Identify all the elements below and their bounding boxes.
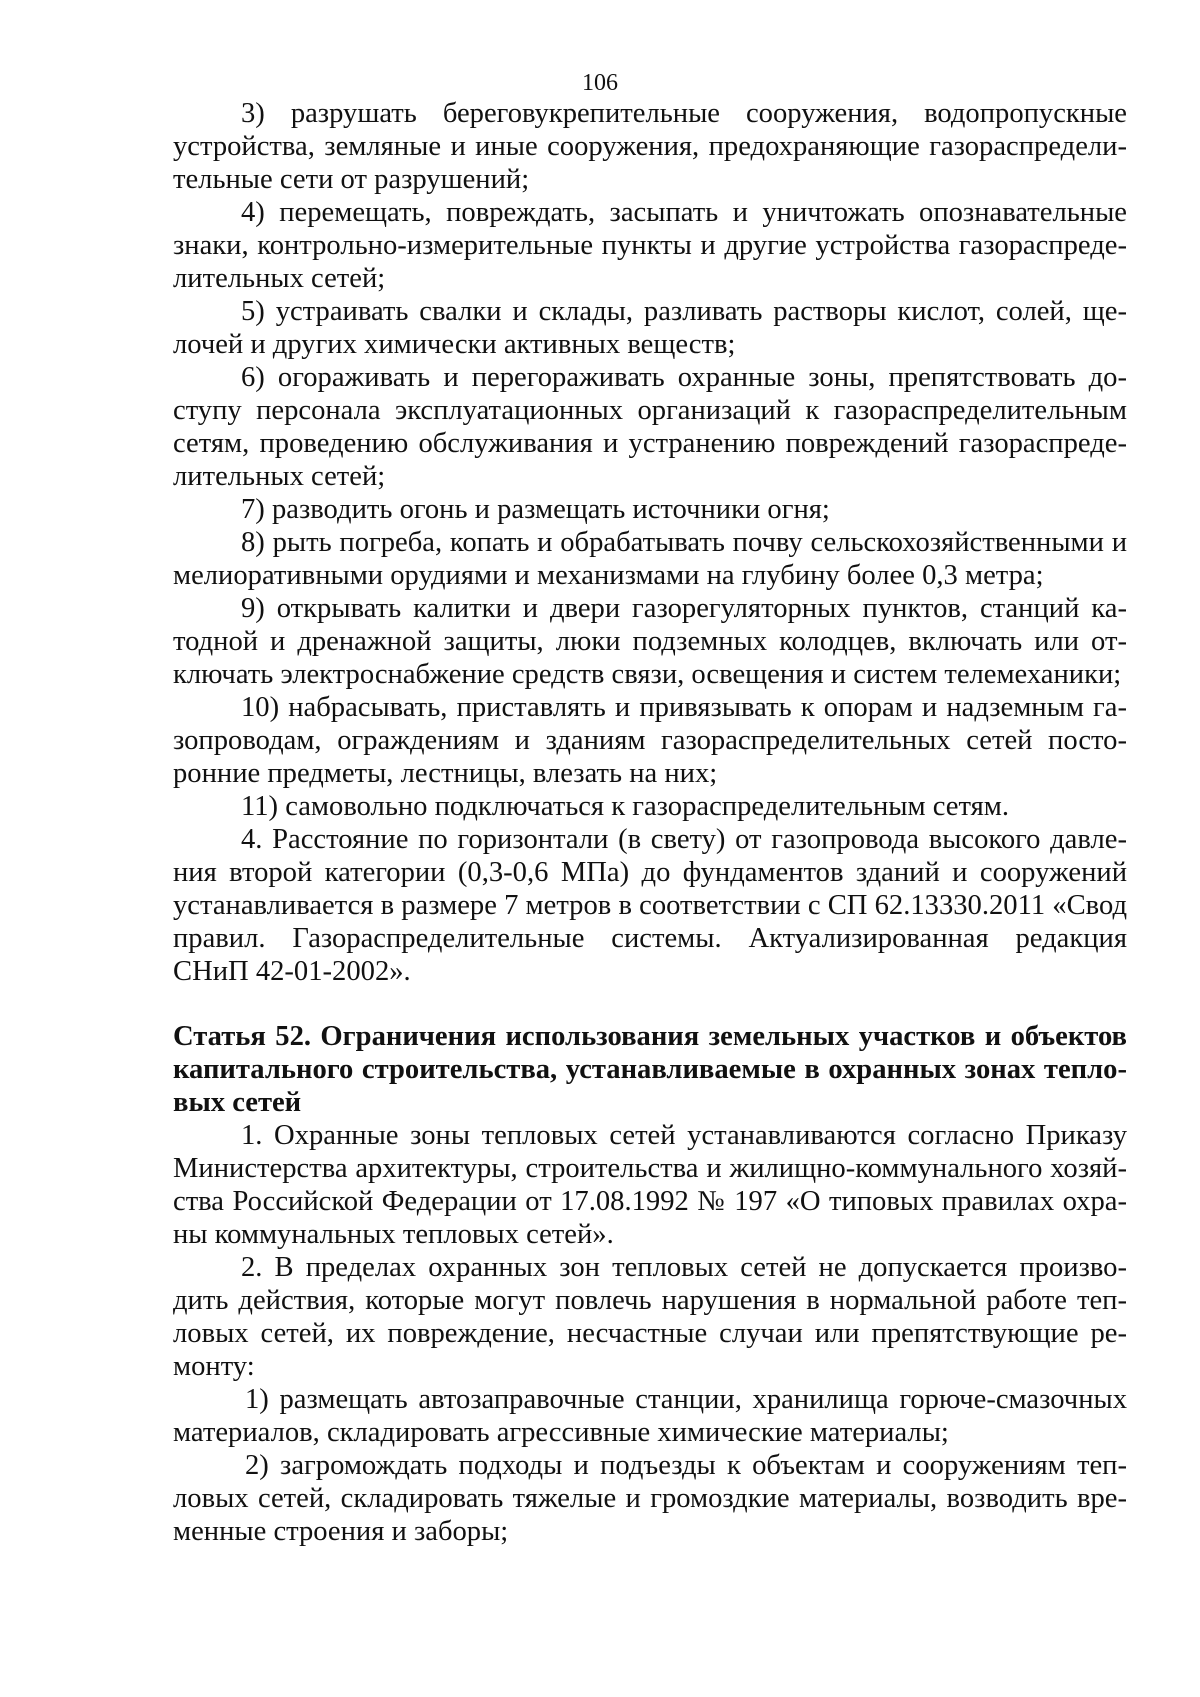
document-body <box>173 97 1127 1548</box>
list-item-8: 8) рыть погреба, копать и обрабатывать почву сельскохозяйственными и мелиоративными орудиями и механизмами на глубину более 0,3 метра; <box>173 527 1127 591</box>
page-number: 106 <box>582 70 618 96</box>
clause-4-paragraph: 4. Расстояние по горизонтали (в свету) от газопровода высокого давления второй категории (0,3-0,6 МПа) до фундаментов зданий и сооружений устанавливается в размере 7 метров в соответствии с СП 62.13330.2011 «Свод правил. Газораспределительные системы. Актуализированная редакция СНиП 42-01-2002». <box>173 824 1127 987</box>
list-item-7: 7) разводить огонь и размещать источники огня; <box>241 494 830 525</box>
list-item-9: 9) открывать калитки и двери газорегуляторных пунктов, станций катодной и дренажной защиты, люки подземных колодцев, включать или отключать электроснабжение средств связи, освещения и систем телемеханики; <box>173 593 1127 690</box>
list-item-10: 10) набрасывать, приставлять и привязывать к опорам и надземным газопроводам, ограждениям и зданиям газораспределительных сетей посторонние предметы, лестницы, влезать на них; <box>173 692 1127 789</box>
prohibition-item-2: 2) загромождать подходы и подъезды к объектам и сооружениям тепловых сетей, складировать тяжелые и громоздкие материалы, возводить временные строения и заборы; <box>173 1450 1127 1547</box>
list-item-4: 4) перемещать, повреждать, засыпать и уничтожать опознавательные знаки, контрольно-измерительные пункты и другие устройства газораспределительных сетей; <box>173 197 1127 294</box>
article-52-heading: Статья 52. Ограничения использования земельных участков и объектов капитального строительства, устанавливаемые в охранных зонах тепловых сетей <box>173 1021 1127 1118</box>
list-item-5: 5) устраивать свалки и склады, разливать растворы кислот, солей, щелочей и других химически активных веществ; <box>173 296 1127 360</box>
list-item-11: 11) самовольно подключаться к газораспределительным сетям. <box>241 791 1010 822</box>
clause-1-paragraph: 1. Охранные зоны тепловых сетей устанавливаются согласно Приказу Министерства архитектуры, строительства и жилищно-коммунального хозяйства Российской Федерации от 17.08.1992 № 197 «О типовых правилах охраны коммунальных тепловых сетей». <box>173 1120 1127 1250</box>
prohibition-item-1: 1) размещать автозаправочные станции, хранилища горюче-смазочных материалов, складировать агрессивные химические материалы; <box>173 1384 1127 1448</box>
clause-2-paragraph: 2. В пределах охранных зон тепловых сетей не допускается производить действия, которые могут повлечь нарушения в нормальной работе тепловых сетей, их повреждение, несчастные случаи или препятствующие ремонту: <box>173 1252 1127 1382</box>
list-item-6: 6) огораживать и перегораживать охранные зоны, препятствовать доступу персонала эксплуатационных организаций к газораспределительным сетям, проведению обслуживания и устранению повреждений газораспределительных сетей; <box>173 362 1127 492</box>
list-item-3: 3) разрушать береговукрепительные сооружения, водопропускные устройства, земляные и иные сооружения, предохраняющие газораспределительные сети от разрушений; <box>173 98 1127 195</box>
